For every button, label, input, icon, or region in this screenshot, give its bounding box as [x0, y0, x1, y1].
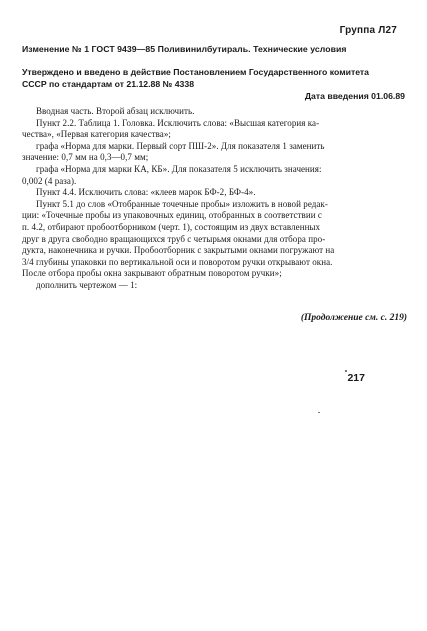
body-line: Пункт 2.2. Таблица 1. Головка. Исключить слова: «Высшая категория ка- [36, 117, 320, 128]
continuation-note: (Продолжение см. с. 219) [300, 313, 407, 323]
approval-note [22, 67, 407, 90]
body-line: 3/4 глубины упаковки по вертикальной оси и поворотом ручки открывают окна. [22, 256, 333, 267]
body-line: чества», «Первая категория качества»; [22, 129, 171, 140]
body-line: 0,002 (4 раза). [22, 175, 77, 186]
approval-line-1: Утверждено и введено в действие Постановлением Государственного комитета [22, 67, 370, 77]
change-title: Изменение № 1 ГОСТ 9439—85 Поливинилбутираль. Технические условия [22, 44, 347, 54]
group-code: Группа Л27 [339, 25, 397, 36]
body-line: Пункт 4.4. Исключить слова: «клеев марок БФ-2, БФ-4». [36, 187, 256, 198]
body-line: дополнить чертежом — 1: [36, 279, 138, 290]
approval-line-2: СССР по стандартам от 21.12.88 № 4338 [22, 78, 195, 89]
body-line: Вводная часть. Второй абзац исключить. [36, 106, 195, 116]
page-number: 217 [347, 372, 365, 384]
body-line: ции: «Точечные пробы из упаковочных единиц, отобранных в соответствии с [22, 210, 322, 221]
change-body [22, 106, 407, 292]
body-line: п. 4.2, отбирают пробоотборником (черт. 1), состоящим из двух вставленных [22, 221, 321, 232]
effective-date: Дата введения 01.06.89 [304, 91, 405, 101]
scan-speck [318, 412, 320, 413]
body-line: После отбора пробы окна закрывают обратным поворотом ручки»; [22, 268, 282, 279]
scan-speck [345, 370, 347, 372]
body-line: Пункт 5.1 до слов «Отобранные точечные пробы» изложить в новой редак- [36, 198, 328, 209]
body-line: друг в друга свободно вращающихся труб с четырьмя окнами для отбора про- [22, 233, 326, 244]
change-heading [22, 44, 407, 56]
body-line: графа «Норма для марки. Первый сорт ПШ-2». Для показателя 1 заменить [36, 140, 325, 151]
body-line: дукта, наконечника и ручки. Пробоотборник с закрытыми окнами погружают на [22, 245, 335, 256]
body-line: графа «Норма для марки КА, КБ». Для показателя 5 исключить значения: [36, 163, 322, 174]
body-line: значение: 0,7 мм на 0,3—0,7 мм; [22, 152, 149, 163]
